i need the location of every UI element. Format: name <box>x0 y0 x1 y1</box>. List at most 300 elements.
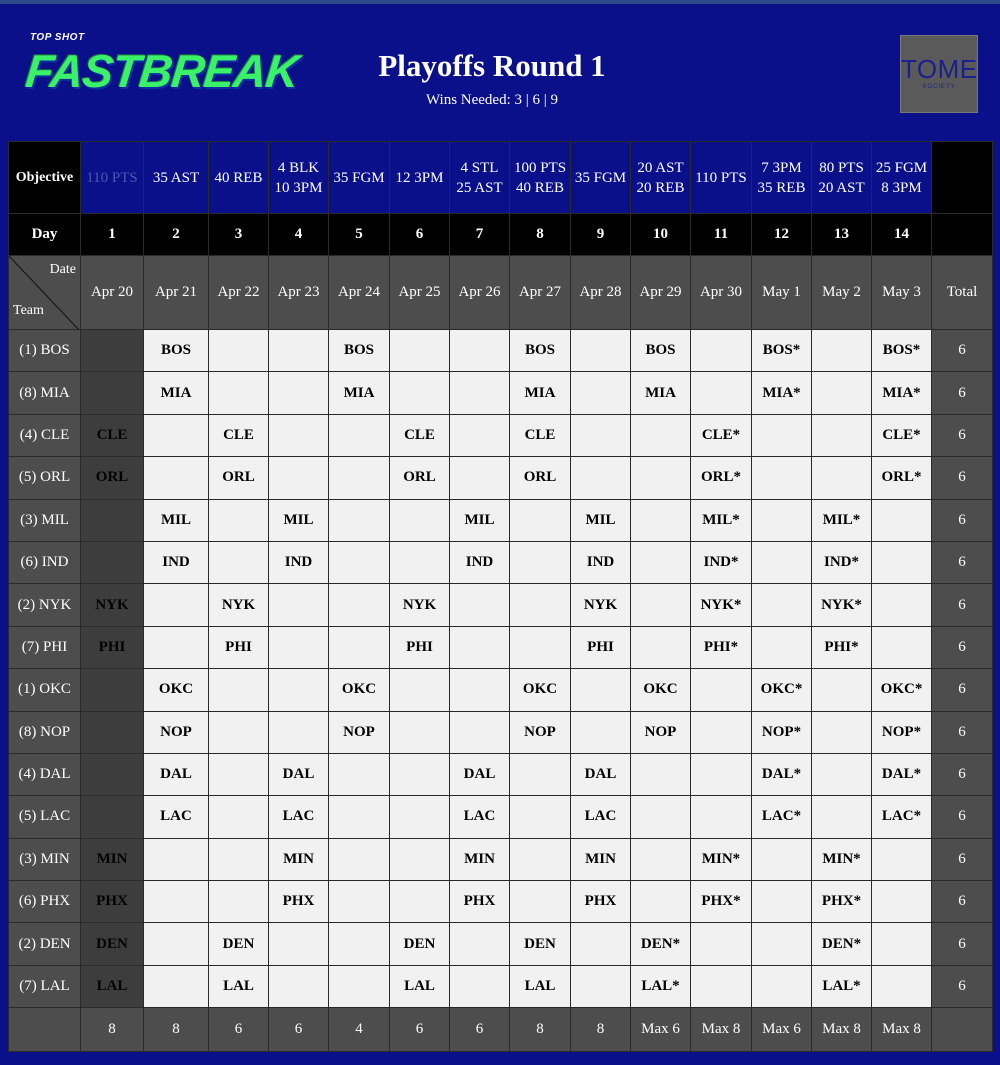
game-cell <box>631 626 691 668</box>
team-total-cell: 6 <box>932 711 993 753</box>
game-cell <box>269 711 329 753</box>
objective-cell <box>329 142 390 214</box>
game-cell <box>691 923 752 965</box>
game-cell <box>510 584 571 626</box>
corner-team-label: Team <box>13 303 44 318</box>
game-cell <box>691 965 752 1007</box>
objective-text: 8 3PM <box>881 179 922 196</box>
footer-count-cell: 8 <box>144 1008 209 1052</box>
game-cell: MIL <box>269 499 329 541</box>
game-cell <box>752 838 812 880</box>
objective-cell <box>390 142 450 214</box>
game-cell: LAC <box>450 796 510 838</box>
game-cell <box>450 584 510 626</box>
game-cell: NOP <box>144 711 209 753</box>
game-cell <box>812 669 872 711</box>
footer-count-cell: 6 <box>209 1008 269 1052</box>
team-total-cell: 6 <box>932 541 993 583</box>
game-cell: NOP <box>510 711 571 753</box>
game-cell <box>329 541 390 583</box>
team-name-cell: (2) NYK <box>9 584 81 626</box>
game-cell <box>752 457 812 499</box>
game-cell: MIA <box>631 372 691 414</box>
team-row <box>9 330 993 372</box>
game-cell: LAL <box>209 965 269 1007</box>
game-cell: BOS* <box>872 330 932 372</box>
team-row <box>9 711 993 753</box>
game-cell <box>144 457 209 499</box>
game-cell <box>269 669 329 711</box>
game-cell <box>81 372 144 414</box>
game-cell <box>691 330 752 372</box>
team-row <box>9 753 993 795</box>
game-cell <box>631 796 691 838</box>
objective-cell <box>631 142 691 214</box>
game-cell <box>209 881 269 923</box>
game-cell <box>812 796 872 838</box>
game-cell: MIA* <box>872 372 932 414</box>
game-cell <box>510 753 571 795</box>
tome-society-logo <box>900 35 978 113</box>
date-cell: Apr 21 <box>144 256 209 330</box>
team-total-cell: 6 <box>932 414 993 456</box>
game-cell <box>209 499 269 541</box>
game-cell <box>571 711 631 753</box>
game-cell <box>872 584 932 626</box>
game-cell: CLE <box>510 414 571 456</box>
game-cell: DAL* <box>872 753 932 795</box>
game-cell: BOS <box>144 330 209 372</box>
game-cell: ORL <box>209 457 269 499</box>
game-cell <box>510 881 571 923</box>
game-cell <box>631 499 691 541</box>
game-cell <box>144 584 209 626</box>
corner-date-label: Date <box>49 262 76 277</box>
team-total-cell: 6 <box>932 457 993 499</box>
game-cell: PHX <box>269 881 329 923</box>
game-cell: PHI <box>390 626 450 668</box>
team-row <box>9 626 993 668</box>
team-name-cell: (4) DAL <box>9 753 81 795</box>
game-cell: IND* <box>812 541 872 583</box>
game-cell: BOS <box>631 330 691 372</box>
game-cell <box>209 541 269 583</box>
game-cell: IND* <box>691 541 752 583</box>
objective-cell <box>752 142 812 214</box>
game-cell: BOS <box>329 330 390 372</box>
page-subtitle: Wins Needed: 3 | 6 | 9 <box>425 92 559 108</box>
game-cell <box>269 414 329 456</box>
objective-text: 4 STL <box>460 159 499 176</box>
game-cell <box>691 669 752 711</box>
game-cell <box>269 584 329 626</box>
game-cell: IND <box>571 541 631 583</box>
game-cell <box>269 965 329 1007</box>
game-cell: MIN <box>81 838 144 880</box>
team-total-cell: 6 <box>932 669 993 711</box>
team-name-cell: (3) MIN <box>9 838 81 880</box>
game-cell: LAL* <box>812 965 872 1007</box>
team-row <box>9 669 993 711</box>
team-name-cell: (7) LAL <box>9 965 81 1007</box>
team-total-cell: 6 <box>932 881 993 923</box>
game-cell: MIN* <box>812 838 872 880</box>
game-cell <box>81 330 144 372</box>
objective-text: 20 AST <box>637 159 684 176</box>
game-cell <box>144 414 209 456</box>
game-cell <box>81 499 144 541</box>
footer-count-cell: Max 8 <box>812 1008 872 1052</box>
game-cell: NYK* <box>691 584 752 626</box>
team-row <box>9 923 993 965</box>
date-cell: Apr 27 <box>510 256 571 330</box>
team-total-cell: 6 <box>932 796 993 838</box>
game-cell <box>571 923 631 965</box>
objective-text: 35 REB <box>757 179 806 196</box>
game-cell <box>144 881 209 923</box>
game-cell: DEN* <box>812 923 872 965</box>
team-name-cell: (6) IND <box>9 541 81 583</box>
game-cell <box>209 330 269 372</box>
day-label: Day <box>9 214 81 256</box>
game-cell: NYK* <box>812 584 872 626</box>
date-cell: May 3 <box>872 256 932 330</box>
game-cell <box>390 372 450 414</box>
footer-count-cell: Max 8 <box>691 1008 752 1052</box>
objective-text: 12 3PM <box>395 169 444 186</box>
day-cell: 1 <box>81 214 144 256</box>
game-cell <box>209 669 269 711</box>
game-cell <box>571 414 631 456</box>
objective-text: 4 BLK <box>277 159 320 176</box>
game-cell: PHX <box>450 881 510 923</box>
game-cell <box>329 881 390 923</box>
date-cell: Apr 26 <box>450 256 510 330</box>
team-total-cell: 6 <box>932 965 993 1007</box>
objective-cell <box>450 142 510 214</box>
game-cell <box>329 753 390 795</box>
total-header: Total <box>932 256 993 330</box>
game-cell <box>209 372 269 414</box>
game-cell: NOP <box>631 711 691 753</box>
day-empty-cell <box>932 214 993 256</box>
date-cell: Apr 29 <box>631 256 691 330</box>
game-cell <box>329 965 390 1007</box>
game-cell <box>209 753 269 795</box>
game-cell <box>510 499 571 541</box>
game-cell: NOP <box>329 711 390 753</box>
game-cell: OKC* <box>872 669 932 711</box>
game-cell <box>450 923 510 965</box>
day-cell: 10 <box>631 214 691 256</box>
game-cell <box>144 923 209 965</box>
day-row <box>9 214 993 256</box>
game-cell <box>752 541 812 583</box>
game-cell: DEN <box>390 923 450 965</box>
objective-text: 110 PTS <box>86 169 138 186</box>
game-cell: LAL* <box>631 965 691 1007</box>
game-cell: LAL <box>81 965 144 1007</box>
team-name-cell: (8) MIA <box>9 372 81 414</box>
game-cell <box>812 711 872 753</box>
game-cell: IND <box>450 541 510 583</box>
team-row <box>9 881 993 923</box>
game-cell <box>752 965 812 1007</box>
game-cell <box>631 753 691 795</box>
game-cell: NYK <box>209 584 269 626</box>
day-cell: 11 <box>691 214 752 256</box>
team-row <box>9 796 993 838</box>
team-total-cell: 6 <box>932 499 993 541</box>
game-cell <box>144 965 209 1007</box>
footer-count-cell: 6 <box>390 1008 450 1052</box>
game-cell: ORL* <box>872 457 932 499</box>
objective-cell <box>872 142 932 214</box>
day-cell: 4 <box>269 214 329 256</box>
game-cell <box>144 626 209 668</box>
team-name-cell: (4) CLE <box>9 414 81 456</box>
footer-count-cell: 8 <box>571 1008 631 1052</box>
game-cell <box>209 711 269 753</box>
game-cell <box>329 414 390 456</box>
game-cell <box>329 626 390 668</box>
game-cell <box>812 372 872 414</box>
game-cell: MIN <box>571 838 631 880</box>
game-cell <box>329 796 390 838</box>
logo-main-text: FASTBREAK <box>23 45 301 97</box>
game-cell: MIN <box>450 838 510 880</box>
game-cell: ORL <box>510 457 571 499</box>
game-cell: MIL* <box>691 499 752 541</box>
objective-text: 25 AST <box>456 179 503 196</box>
game-cell <box>872 541 932 583</box>
day-cell: 8 <box>510 214 571 256</box>
game-cell <box>510 838 571 880</box>
page-title: Playoffs Round 1 <box>378 48 606 83</box>
date-cell: Apr 30 <box>691 256 752 330</box>
game-cell: LAL <box>390 965 450 1007</box>
game-cell: PHI* <box>812 626 872 668</box>
objective-cell <box>144 142 209 214</box>
game-cell <box>144 838 209 880</box>
game-cell <box>450 711 510 753</box>
game-cell <box>571 669 631 711</box>
game-cell: MIL* <box>812 499 872 541</box>
footer-count-cell: Max 6 <box>752 1008 812 1052</box>
game-cell: MIL <box>144 499 209 541</box>
game-cell <box>450 414 510 456</box>
game-cell: DAL <box>571 753 631 795</box>
game-cell: PHX* <box>812 881 872 923</box>
game-cell: LAL <box>510 965 571 1007</box>
day-cell: 2 <box>144 214 209 256</box>
date-cell: Apr 25 <box>390 256 450 330</box>
team-row <box>9 457 993 499</box>
game-cell: IND <box>144 541 209 583</box>
game-cell <box>269 923 329 965</box>
game-cell: OKC <box>631 669 691 711</box>
game-cell <box>450 669 510 711</box>
team-row <box>9 372 993 414</box>
game-cell <box>269 330 329 372</box>
game-cell <box>450 626 510 668</box>
footer-count-cell: 8 <box>81 1008 144 1052</box>
game-cell <box>631 881 691 923</box>
game-cell: PHI <box>571 626 631 668</box>
game-cell <box>390 838 450 880</box>
objective-text: 80 PTS <box>819 159 864 176</box>
game-cell <box>450 457 510 499</box>
team-total-cell: 6 <box>932 838 993 880</box>
team-name-cell: (7) PHI <box>9 626 81 668</box>
game-cell <box>752 499 812 541</box>
game-cell: NYK <box>571 584 631 626</box>
date-cell: May 2 <box>812 256 872 330</box>
team-total-cell: 6 <box>932 584 993 626</box>
date-row <box>9 256 993 330</box>
objective-cell <box>209 142 269 214</box>
objective-text: 40 REB <box>516 179 564 196</box>
game-cell <box>872 838 932 880</box>
day-cell: 13 <box>812 214 872 256</box>
objective-cell <box>691 142 752 214</box>
game-cell <box>329 457 390 499</box>
tome-logo-text: TOME <box>901 54 978 84</box>
game-cell <box>450 330 510 372</box>
game-cell: MIN <box>269 838 329 880</box>
footer-row <box>9 1008 993 1052</box>
footer-count-cell: 6 <box>450 1008 510 1052</box>
game-cell <box>812 753 872 795</box>
team-total-cell: 6 <box>932 626 993 668</box>
game-cell <box>510 796 571 838</box>
day-cell: 14 <box>872 214 932 256</box>
game-cell: ORL* <box>691 457 752 499</box>
objective-cell <box>571 142 631 214</box>
game-cell <box>329 838 390 880</box>
game-cell: CLE* <box>691 414 752 456</box>
game-cell <box>872 965 932 1007</box>
day-cell: 3 <box>209 214 269 256</box>
day-cell: 7 <box>450 214 510 256</box>
game-cell: NYK <box>390 584 450 626</box>
game-cell <box>269 626 329 668</box>
footer-count-cell: Max 8 <box>872 1008 932 1052</box>
game-cell <box>691 796 752 838</box>
game-cell <box>510 541 571 583</box>
objective-text: 10 3PM <box>274 179 323 196</box>
game-cell: LAC <box>571 796 631 838</box>
team-name-cell: (8) NOP <box>9 711 81 753</box>
team-name-cell: (1) OKC <box>9 669 81 711</box>
game-cell <box>209 838 269 880</box>
game-cell: DAL <box>269 753 329 795</box>
footer-empty-cell <box>9 1008 81 1052</box>
game-cell: DAL <box>450 753 510 795</box>
game-cell: CLE <box>209 414 269 456</box>
day-cell: 12 <box>752 214 812 256</box>
game-cell: BOS <box>510 330 571 372</box>
footer-empty-cell <box>932 1008 993 1052</box>
team-total-cell: 6 <box>932 923 993 965</box>
game-cell: NOP* <box>872 711 932 753</box>
team-row <box>9 499 993 541</box>
objective-text: 35 AST <box>152 169 200 186</box>
objective-text: 7 3PM <box>761 159 802 176</box>
game-cell <box>209 796 269 838</box>
team-name-cell: (5) ORL <box>9 457 81 499</box>
game-cell: DEN <box>209 923 269 965</box>
game-cell <box>390 330 450 372</box>
game-cell <box>81 541 144 583</box>
game-cell: PHX* <box>691 881 752 923</box>
objective-row <box>9 142 993 214</box>
date-cell: Apr 23 <box>269 256 329 330</box>
date-team-corner <box>9 256 81 330</box>
team-total-cell: 6 <box>932 753 993 795</box>
objective-text: 25 FGM <box>875 159 928 176</box>
game-cell: CLE <box>390 414 450 456</box>
game-cell: PHI <box>209 626 269 668</box>
date-cell: Apr 24 <box>329 256 390 330</box>
game-cell <box>390 669 450 711</box>
game-cell <box>81 796 144 838</box>
game-cell <box>81 711 144 753</box>
game-cell: PHX <box>571 881 631 923</box>
team-row <box>9 541 993 583</box>
game-cell: PHI <box>81 626 144 668</box>
game-cell <box>812 414 872 456</box>
objective-empty-cell <box>932 142 993 214</box>
game-cell: OKC <box>510 669 571 711</box>
game-cell: LAC* <box>752 796 812 838</box>
game-cell: ORL <box>81 457 144 499</box>
objective-text: 20 REB <box>636 179 685 196</box>
date-cell: Apr 28 <box>571 256 631 330</box>
game-cell: OKC <box>329 669 390 711</box>
game-cell: OKC <box>144 669 209 711</box>
game-cell: DEN <box>510 923 571 965</box>
game-cell: CLE* <box>872 414 932 456</box>
game-cell <box>329 923 390 965</box>
game-cell <box>390 711 450 753</box>
game-cell <box>390 499 450 541</box>
game-cell <box>390 753 450 795</box>
schedule-table <box>8 141 993 1052</box>
game-cell <box>691 753 752 795</box>
day-cell: 9 <box>571 214 631 256</box>
game-cell <box>81 669 144 711</box>
game-cell: PHX <box>81 881 144 923</box>
team-total-cell: 6 <box>932 372 993 414</box>
objective-cell <box>812 142 872 214</box>
game-cell <box>752 584 812 626</box>
game-cell: CLE <box>81 414 144 456</box>
game-cell: MIA* <box>752 372 812 414</box>
team-name-cell: (2) DEN <box>9 923 81 965</box>
team-name-cell: (3) MIL <box>9 499 81 541</box>
game-cell: IND <box>269 541 329 583</box>
game-cell <box>571 457 631 499</box>
game-cell: LAC <box>269 796 329 838</box>
team-total-cell: 6 <box>932 330 993 372</box>
game-cell <box>631 414 691 456</box>
game-cell: MIA <box>144 372 209 414</box>
game-cell <box>631 838 691 880</box>
game-cell <box>81 753 144 795</box>
team-name-cell: (5) LAC <box>9 796 81 838</box>
game-cell <box>752 923 812 965</box>
